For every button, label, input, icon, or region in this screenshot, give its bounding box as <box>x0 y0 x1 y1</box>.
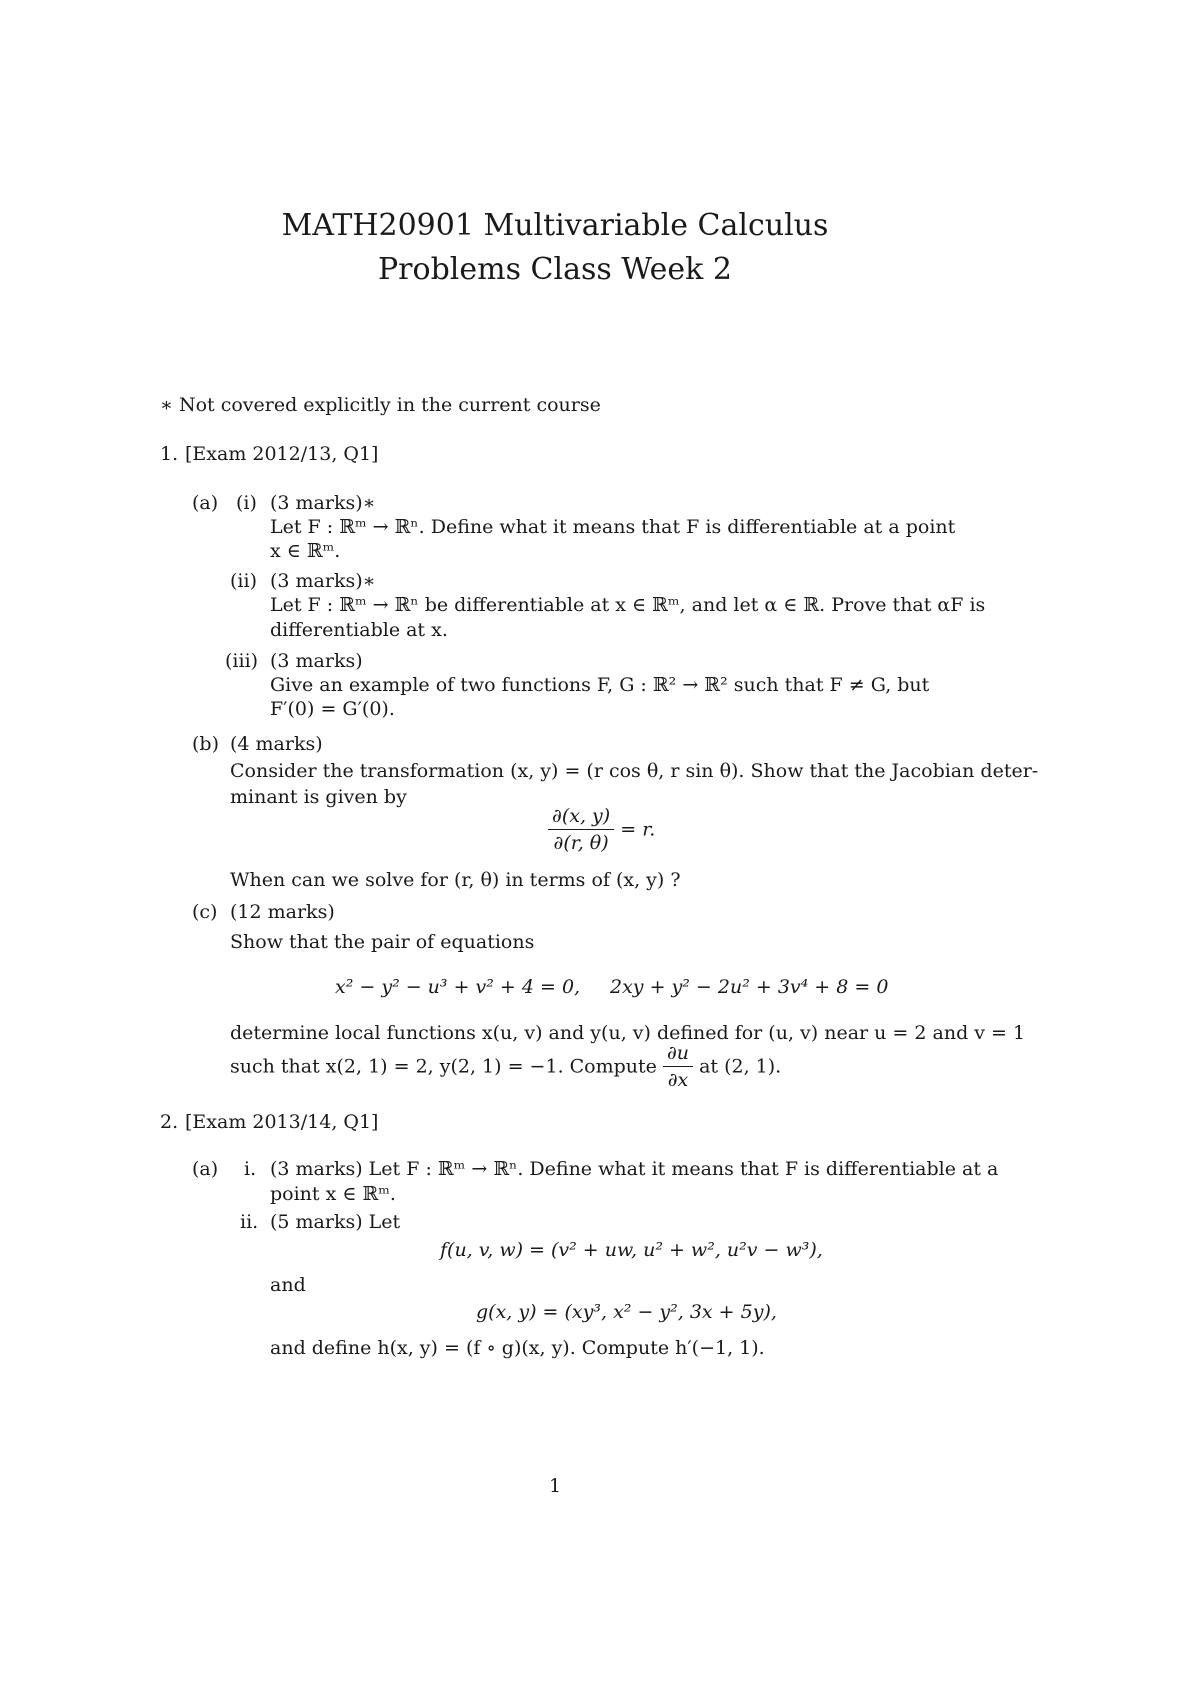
q2a-i-label: i. <box>244 1158 257 1180</box>
q1c-at-point: at (2, 1). <box>699 1055 782 1078</box>
partial-fraction <box>663 1040 693 1093</box>
q1a-ii-text: Let F : ℝᵐ → ℝⁿ be differentiable at x ∈ ℝᵐ, and let α ∈ ℝ. Prove that αF is <box>270 594 986 616</box>
jacobian-denominator: ∂(r, θ) <box>553 832 609 854</box>
page-number: 1 <box>548 1475 562 1497</box>
q2a-label: (a) <box>192 1158 219 1180</box>
q1a-i-label: (i) <box>236 492 257 514</box>
q1a-iii-marks: (3 marks) <box>270 650 363 672</box>
page-subtitle: Problems Class Week 2 <box>378 252 732 287</box>
q1c-text-2: determine local functions x(u, v) and y(u, v) defined for (u, v) near u = 2 and v = 1 <box>230 1022 1026 1044</box>
q2a-ii-text: (5 marks) Let <box>270 1211 401 1233</box>
q1c-label: (c) <box>192 901 218 923</box>
q1-number: 1. <box>160 443 179 465</box>
jacobian-rhs: = r. <box>620 818 656 841</box>
q1c-marks: (12 marks) <box>230 901 335 923</box>
page-title: MATH20901 Multivariable Calculus <box>281 208 829 243</box>
q1a-i-marks: (3 marks)∗ <box>270 492 376 514</box>
q2a-ii-equation-g: g(x, y) = (xy³, x² − y², 3x + 5y), <box>476 1301 777 1323</box>
q1a-ii-label: (ii) <box>230 570 257 592</box>
q1a-iii-text: Give an example of two functions F, G : ℝ² → ℝ² such that F ≠ G, but <box>270 674 930 696</box>
q1b-marks: (4 marks) <box>230 733 323 755</box>
q2-number: 2. <box>160 1111 179 1133</box>
q1a-iii-label: (iii) <box>225 650 259 672</box>
q1c-compute: such that x(2, 1) = 2, y(2, 1) = −1. Compute <box>230 1055 657 1078</box>
q1a-i-text: Let F : ℝᵐ → ℝⁿ. Define what it means that F is differentiable at a point <box>270 516 956 538</box>
q1a-iii-text-cont: F′(0) = G′(0). <box>270 698 395 720</box>
q2-source: [Exam 2013/14, Q1] <box>185 1111 379 1133</box>
jacobian-fraction <box>548 803 614 856</box>
q2a-ii-equation-f: f(u, v, w) = (v² + uw, u² + w², u²v − w³), <box>440 1239 823 1261</box>
partial-denominator: ∂x <box>667 1069 689 1091</box>
q2a-i-text: (3 marks) Let F : ℝᵐ → ℝⁿ. Define what it means that F is differentiable at a <box>270 1158 999 1180</box>
q2a-ii-and: and <box>270 1274 306 1296</box>
q1b-question: When can we solve for (r, θ) in terms of (x, y) ? <box>230 869 681 891</box>
q1b-text: Consider the transformation (x, y) = (r cos θ, r sin θ). Show that the Jacobian deter- <box>230 760 1039 782</box>
q1c-text-3 <box>230 1040 781 1093</box>
q2a-i-text-cont: point x ∈ ℝᵐ. <box>270 1183 396 1205</box>
q1a-i-text-cont: x ∈ ℝᵐ. <box>270 540 341 562</box>
partial-numerator: ∂u <box>663 1040 693 1067</box>
q1b-text-cont: minant is given by <box>230 786 407 808</box>
q1c-text: Show that the pair of equations <box>230 931 535 953</box>
jacobian-numerator: ∂(x, y) <box>548 803 614 830</box>
jacobian-formula <box>548 803 655 856</box>
q1a-ii-marks: (3 marks)∗ <box>270 570 376 592</box>
q1a-ii-text-cont: differentiable at x. <box>270 619 448 641</box>
q2a-ii-text-cont: and define h(x, y) = (f ∘ g)(x, y). Compute h′(−1, 1). <box>270 1337 765 1359</box>
course-note: ∗ Not covered explicitly in the current course <box>160 394 601 416</box>
q1a-label: (a) <box>192 492 219 514</box>
q1c-equation-1: x² − y² − u³ + v² + 4 = 0, <box>335 976 581 998</box>
q1c-equation-2: 2xy + y² − 2u² + 3v⁴ + 8 = 0 <box>610 976 889 998</box>
q1-source: [Exam 2012/13, Q1] <box>185 443 379 465</box>
q2a-ii-label: ii. <box>240 1211 259 1233</box>
q1b-label: (b) <box>192 733 219 755</box>
